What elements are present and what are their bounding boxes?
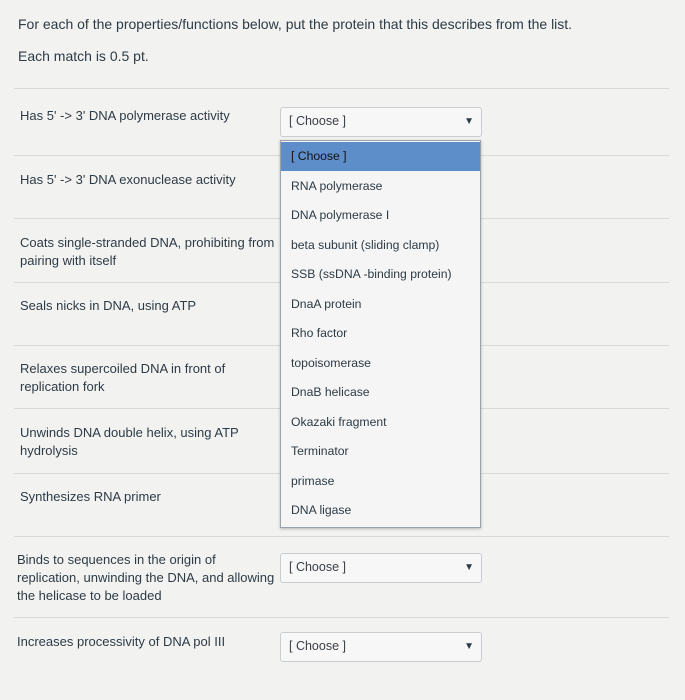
chevron-down-icon: ▼ <box>464 641 474 652</box>
dropdown-option[interactable]: Terminator <box>291 444 349 458</box>
question-prompt: Has 5' -> 3' DNA polymerase activity <box>20 108 230 123</box>
question-prompt: Unwinds DNA double helix, using ATP hydrolysis <box>20 425 239 458</box>
question-prompt: Synthesizes RNA primer <box>20 489 161 504</box>
dropdown-option[interactable]: DNA ligase <box>291 503 352 517</box>
dropdown-option[interactable]: topoisomerase <box>291 356 371 370</box>
dropdown-option[interactable]: DnaB helicase <box>291 385 370 399</box>
dropdown-option[interactable]: primase <box>291 474 335 488</box>
dropdown-option[interactable]: Okazaki fragment <box>291 415 387 429</box>
select-value: [ Choose ] <box>289 114 346 128</box>
question-prompt: Relaxes supercoiled DNA in front of replication fork <box>20 361 226 394</box>
chevron-down-icon: ▼ <box>464 562 474 573</box>
answer-select-8[interactable] <box>280 553 482 583</box>
dropdown-option[interactable]: SSB (ssDNA -binding protein) <box>291 267 452 281</box>
question-prompt: Seals nicks in DNA, using ATP <box>20 298 197 313</box>
chevron-down-icon: ▼ <box>464 116 474 127</box>
select-value: [ Choose ] <box>289 560 346 574</box>
dropdown-option[interactable]: RNA polymerase <box>291 179 383 193</box>
dropdown-option[interactable]: beta subunit (sliding clamp) <box>291 238 440 252</box>
question-prompt: Binds to sequences in the origin of replication, unwinding the DNA, and allowing the helicase to be loaded <box>17 552 275 603</box>
dropdown-option[interactable]: DNA polymerase I <box>291 208 390 222</box>
select-value: [ Choose ] <box>289 639 346 653</box>
divider <box>14 536 669 537</box>
answer-select-1[interactable] <box>280 107 482 137</box>
divider <box>14 88 669 89</box>
dropdown-option[interactable]: Rho factor <box>291 326 348 340</box>
divider <box>14 617 669 618</box>
question-prompt: Coats single-stranded DNA, prohibiting from pairing with itself <box>20 235 275 268</box>
question-prompt: Increases processivity of DNA pol III <box>17 634 226 649</box>
dropdown-option[interactable]: DnaA protein <box>291 297 362 311</box>
instructions-line-2: Each match is 0.5 pt. <box>18 48 149 64</box>
dropdown-option[interactable]: [ Choose ] <box>281 142 480 171</box>
dropdown-list[interactable] <box>280 140 481 528</box>
answer-select-9[interactable] <box>280 632 482 662</box>
instructions-line-1: For each of the properties/functions below, put the protein that this describes from the list. <box>18 16 573 32</box>
question-prompt: Has 5' -> 3' DNA exonuclease activity <box>20 172 236 187</box>
